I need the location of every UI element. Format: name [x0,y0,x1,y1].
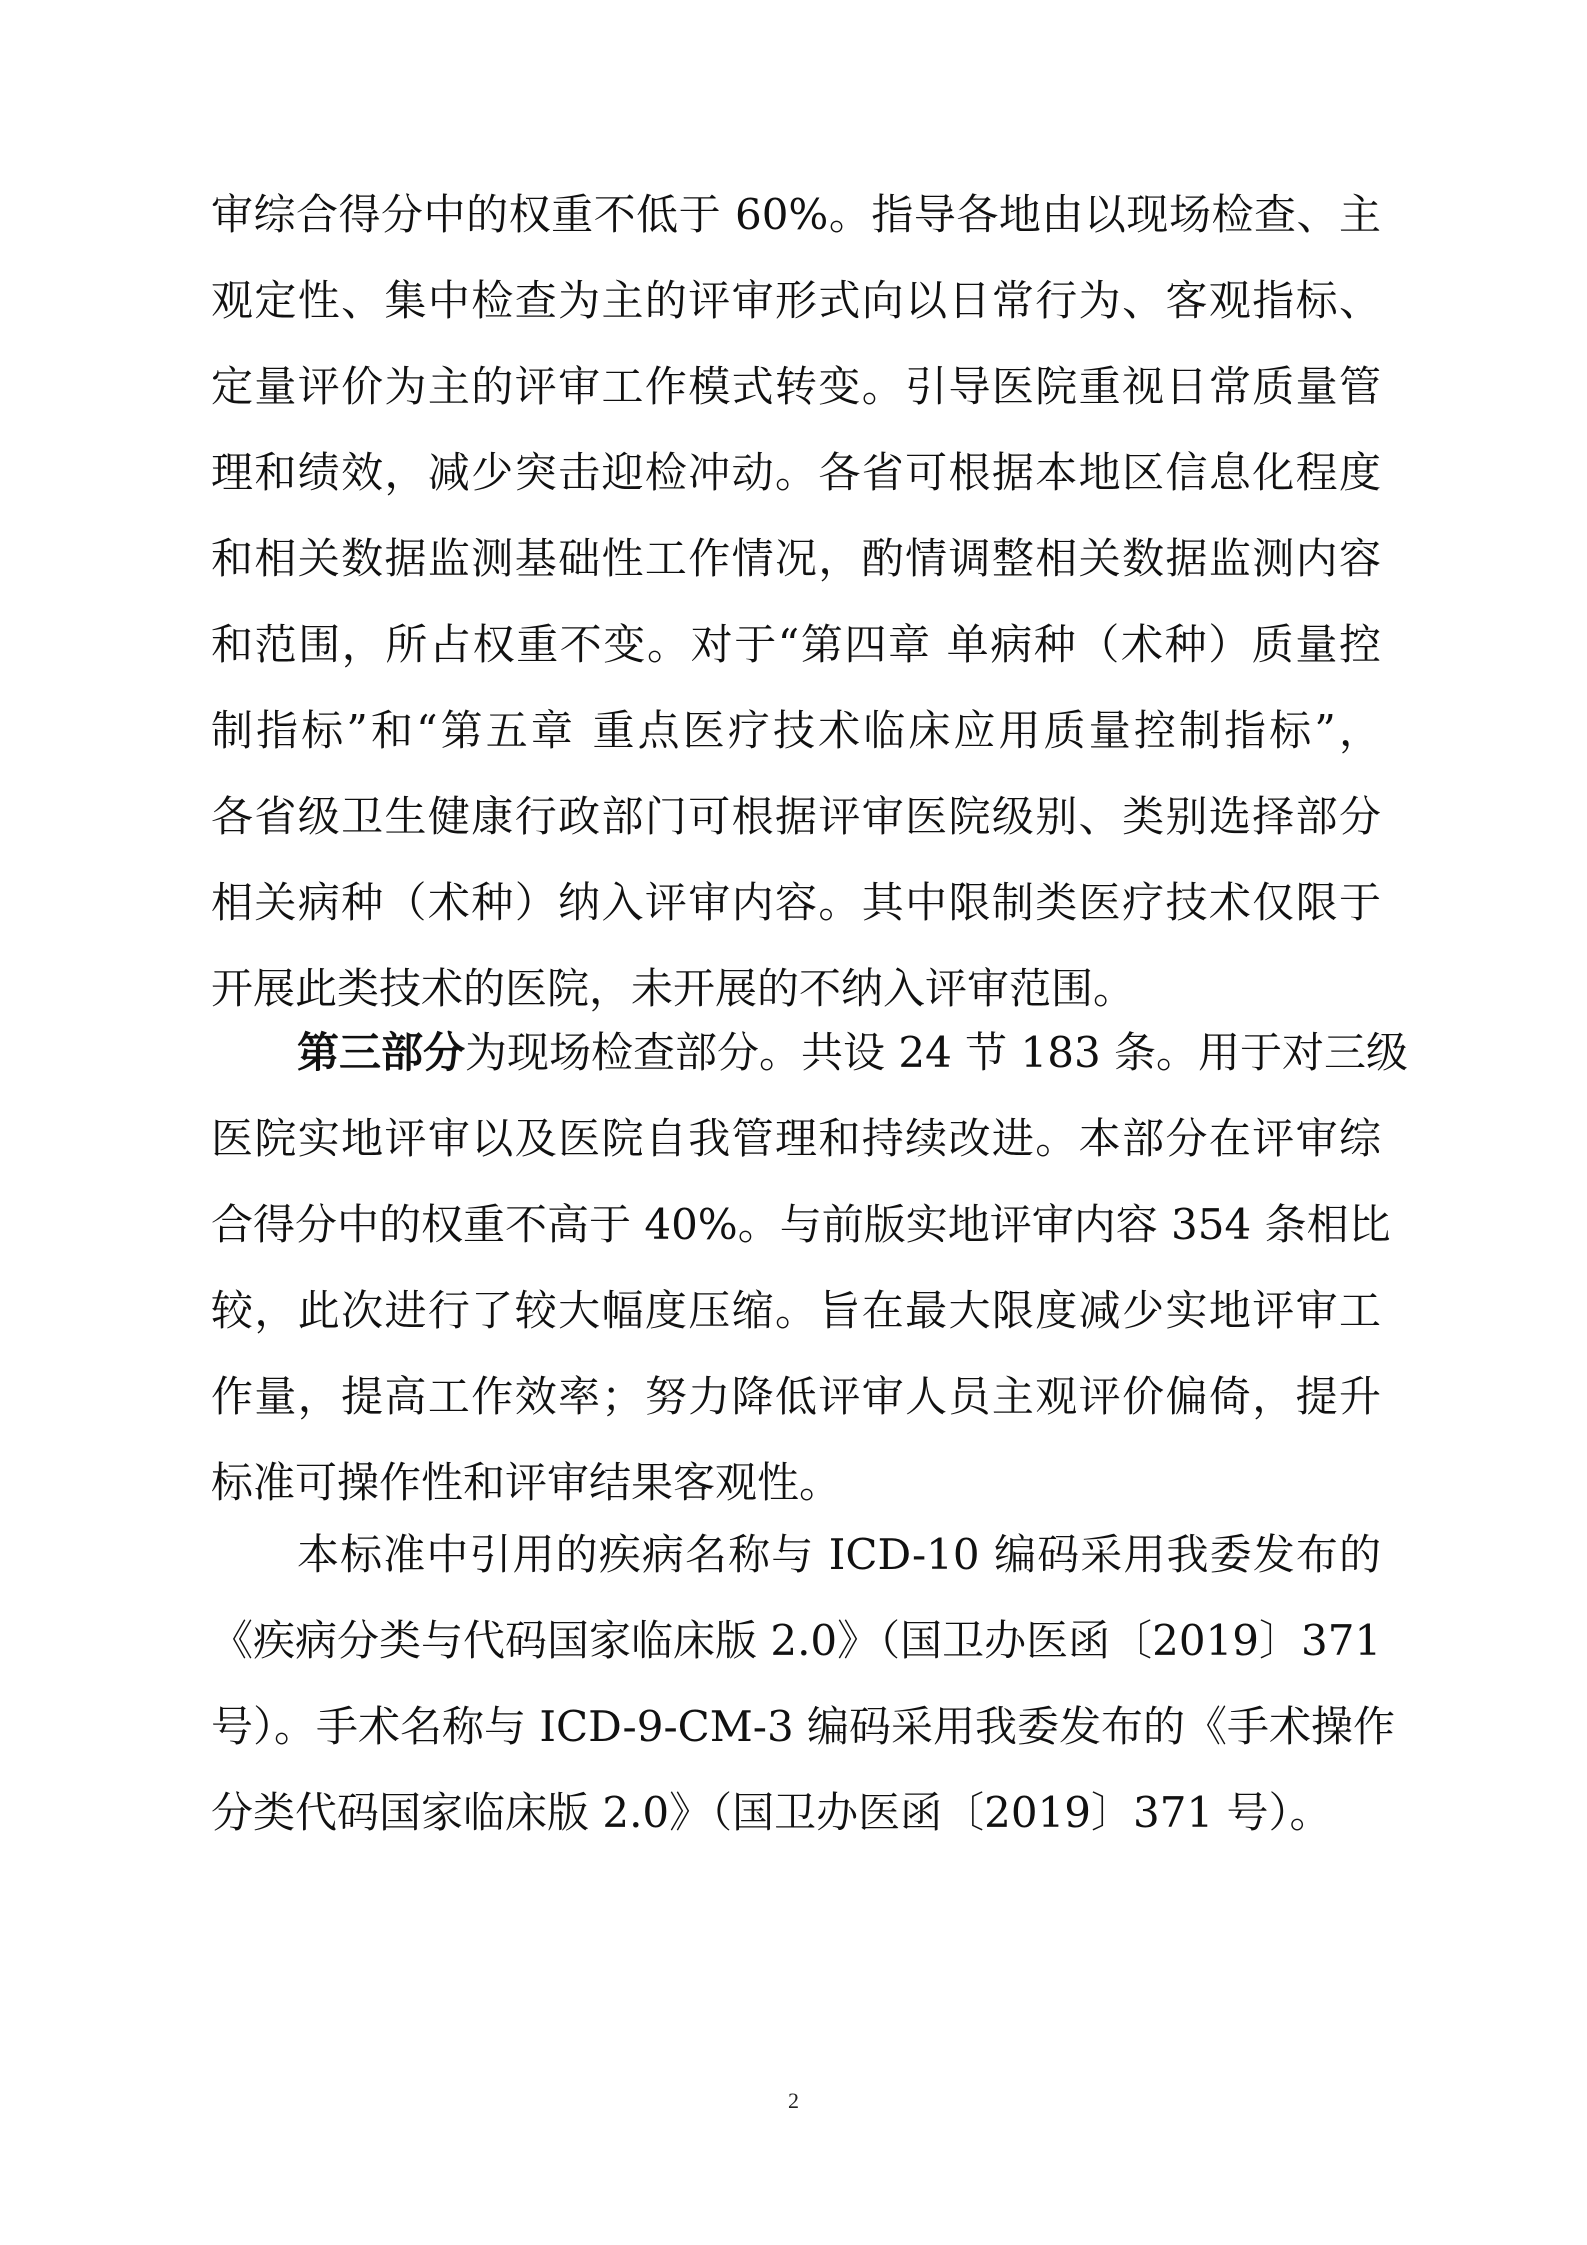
paragraph-line: 审综合得分中的权重不低于 60%。指导各地由以现场检查、主 [211,190,1381,239]
paragraph-line: 和范围，所占权重不变。对于“第四章 单病种（术种）质量控 [211,620,1381,669]
paragraph-weighting [211,172,1381,1032]
paragraph-line: 作量，提高工作效率；努力降低评审人员主观评价偏倚，提升 [211,1372,1381,1421]
paragraph-line: 分类代码国家临床版 2.0》（国卫办医函〔2019〕371 号）。 [211,1788,1332,1837]
paragraph-line: 较，此次进行了较大幅度压缩。旨在最大限度减少实地评审工 [211,1286,1381,1335]
paragraph-line: 各省级卫生健康行政部门可根据评审医院级别、类别选择部分 [211,792,1381,841]
paragraph-line: 合得分中的权重不高于 40%。与前版实地评审内容 354 条相比 [211,1200,1391,1249]
paragraph-line: 观定性、集中检查为主的评审形式向以日常行为、客观指标、 [211,276,1381,325]
paragraph-first-line [211,1010,1409,1096]
paragraph-line: 本标准中引用的疾病名称与 ICD-10 编码采用我委发布的 [297,1530,1381,1579]
paragraph-line: 相关病种（术种）纳入评审内容。其中限制类医疗技术仅限于 [211,878,1381,927]
paragraph-line: 定量评价为主的评审工作模式转变。引导医院重视日常质量管 [211,362,1381,411]
paragraph-line: 理和绩效，减少突击迎检冲动。各省可根据本地区信息化程度 [211,448,1381,497]
paragraph-line: 号）。手术名称与 ICD-9-CM-3 编码采用我委发布的《手术操作 [211,1702,1396,1751]
page-number: 2 [788,2088,799,2113]
paragraph-line: 开展此类技术的医院，未开展的不纳入评审范围。 [211,964,1136,1013]
paragraph-icd-references [211,1512,1396,1856]
paragraph-line: 医院实地评审以及医院自我管理和持续改进。本部分在评审综 [211,1114,1381,1163]
paragraph-line: 标准可操作性和评审结果客观性。 [211,1458,842,1507]
paragraph-line: 和相关数据监测基础性工作情况，酌情调整相关数据监测内容 [211,534,1381,583]
section-lead-bold: 第三部分 [297,1028,466,1077]
paragraph-line: 《疾病分类与代码国家临床版 2.0》（国卫办医函〔2019〕371 [211,1616,1382,1665]
paragraph-line: 制指标”和“第五章 重点医疗技术临床应用质量控制指标”， [211,706,1381,755]
paragraph-first-line-rest: 为现场检查部分。共设 24 节 183 条。用于对三级 [465,1028,1409,1077]
paragraph-part-three [211,1010,1409,1526]
